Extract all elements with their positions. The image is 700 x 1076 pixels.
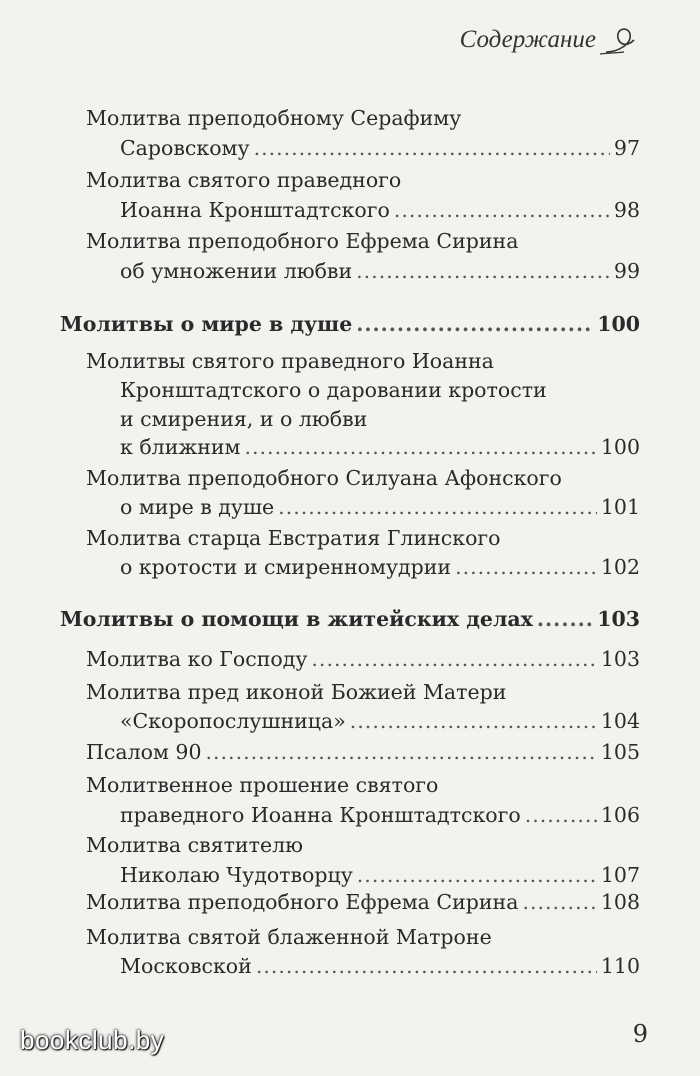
toc-entry-title: об умножении любви [120,259,353,283]
toc-page-number: 106 [600,803,640,827]
toc-entry-line: Молитвенное прошение святого [86,773,439,797]
dot-leader [278,492,597,522]
toc-entry-line: Молитва преподобного Силуана Афонского [86,466,562,490]
flourish-ornament-icon [598,22,638,58]
dot-leader [206,737,597,767]
toc-entry-line: Молитвы святого праведного Иоанна [86,349,494,373]
toc-entry-line: Молитва преподобному Серафиму [86,106,462,130]
toc-entry[interactable] [86,644,640,674]
toc-entry-title: Николаю Чудотворцу [120,863,353,887]
toc-entry[interactable] [120,951,640,981]
toc-entry-line: Молитва святителю [86,833,303,857]
dot-leader [311,644,596,674]
toc-entry-line: Молитва святого праведного [86,168,402,192]
toc-entry-line: Кронштадтского о даровании кротости [120,378,547,402]
dot-leader [394,195,610,225]
toc-section-heading[interactable] [60,604,640,634]
dot-leader [357,860,597,890]
dot-leader [537,604,593,634]
page-number: 9 [632,1020,648,1048]
toc-entry-title: Молитвы о помощи в житейских делах [60,607,533,631]
dot-leader [356,256,610,286]
toc-entry-line: и смирения, и о любви [120,407,368,431]
toc-page-number: 100 [600,435,640,459]
toc-page-number: 101 [600,495,640,519]
toc-entry-title: «Скоропослушница» [120,709,346,733]
dot-leader [356,309,593,339]
toc-entry-title: о кротости и смиренномудрии [120,555,452,579]
toc-page-number: 105 [600,740,640,764]
toc-entry-title: Московской [120,954,252,978]
toc-entry-title: Саровскому [120,136,250,160]
toc-entry-title: Псалом 90 [86,740,202,764]
toc-entry[interactable] [120,860,640,890]
toc-entry-title: праведного Иоанна Кронштадтского [120,803,521,827]
toc-entry[interactable] [120,256,640,286]
toc-page-number: 110 [600,954,640,978]
toc-entry-line: Молитва преподобного Ефрема Сирина [86,229,519,253]
toc-entry-title: Молитвы о мире в душе [60,312,353,336]
dot-leader [455,552,597,582]
header-title: Содержание [459,26,596,53]
toc-entry-line: Молитва святой блаженной Матроне [86,925,492,949]
dot-leader [525,800,597,830]
dot-leader [522,887,596,917]
toc-page-number: 103 [600,647,640,671]
toc-entry-title: о мире в душе [120,495,275,519]
watermark: bookclub.by [20,1025,165,1055]
toc-page-number: 100 [597,312,640,336]
dot-leader [256,951,597,981]
toc-entry[interactable] [120,800,640,830]
dot-leader [350,706,597,736]
toc-page-number: 104 [600,709,640,733]
toc-entry-title: к ближним [120,435,241,459]
toc-entry[interactable] [120,432,640,462]
dot-leader [245,432,597,462]
toc-page-number: 99 [613,259,640,283]
toc-entry-title: Молитва ко Господу [86,647,308,671]
toc-page-number: 108 [600,890,640,914]
toc-page-number: 102 [600,555,640,579]
toc-page-number: 97 [613,136,640,160]
toc-page-number: 107 [600,863,640,887]
toc-entry-title: Иоанна Кронштадтского [120,198,390,222]
toc-section-heading[interactable] [60,309,640,339]
toc-entry-title: Молитва преподобного Ефрема Сирина [86,890,519,914]
toc-entry[interactable] [120,195,640,225]
toc-entry-line: Молитва старца Евстратия Глинского [86,526,501,550]
toc-page-number: 98 [613,198,640,222]
toc-entry[interactable] [120,552,640,582]
running-header [460,22,638,58]
toc-entry[interactable] [86,887,640,917]
toc-entry[interactable] [120,492,640,522]
toc-entry[interactable] [120,133,640,163]
toc-entry[interactable] [86,737,640,767]
toc-entry[interactable] [120,706,640,736]
toc-page-number: 103 [597,607,640,631]
dot-leader [254,133,610,163]
toc-entry-line: Молитва пред иконой Божией Матери [86,680,507,704]
